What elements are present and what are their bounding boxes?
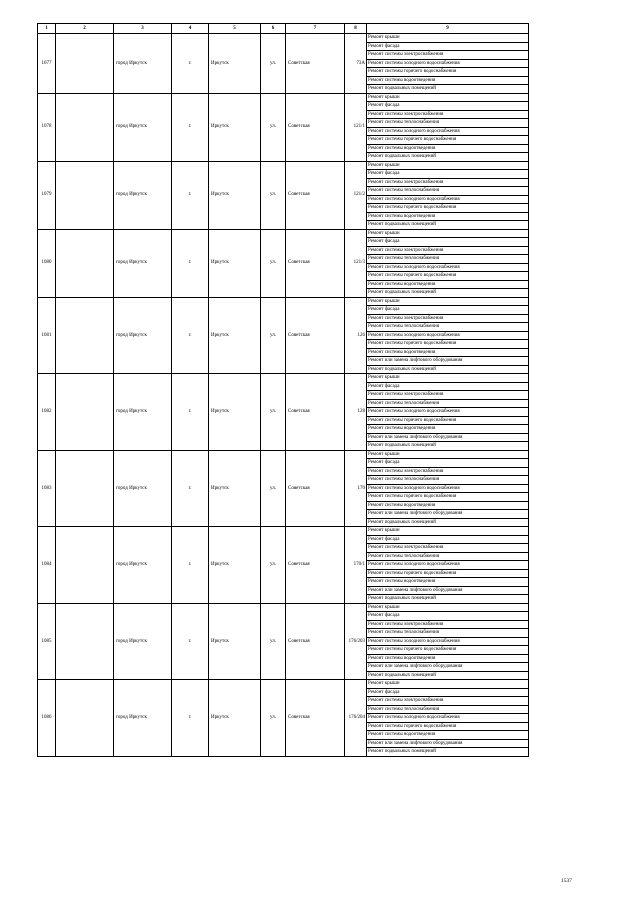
record-number-cell: 1083 — [38, 450, 56, 527]
work-type-cell: Ремонт системы холодного водоснабжения — [367, 59, 529, 68]
table-row — [38, 297, 529, 306]
street-type-cell: ул. — [261, 161, 286, 229]
work-type-cell: Ремонт системы холодного водоснабжения — [367, 195, 529, 204]
work-type-cell: Ремонт системы электроснабжения — [367, 620, 529, 629]
work-type-cell: Ремонт крыши — [367, 297, 529, 306]
work-type-cell: Ремонт подвальных помещений — [367, 153, 529, 162]
work-type-cell: Ремонт системы холодного водоснабжения — [367, 561, 529, 570]
col-header: 6 — [261, 24, 286, 34]
settlement-type-cell: г. — [172, 450, 209, 527]
work-type-cell: Ремонт подвальных помещений — [367, 518, 529, 527]
settlement-cell: Иркутск — [209, 450, 261, 527]
work-type-cell: Ремонт крыши — [367, 527, 529, 536]
street-type-cell: ул. — [261, 680, 286, 757]
work-type-cell: Ремонт системы горячего водоснабжения — [367, 68, 529, 77]
street-type-cell: ул. — [261, 450, 286, 527]
work-type-cell: Ремонт системы холодного водоснабжения — [367, 331, 529, 340]
work-type-cell: Ремонт или замена лифтового оборудования — [367, 357, 529, 366]
record-number-cell: 1079 — [38, 161, 56, 229]
street-cell: Советская — [286, 93, 345, 161]
record-number-cell: 1084 — [38, 527, 56, 604]
work-type-cell: Ремонт системы водоотведения — [367, 76, 529, 85]
work-type-cell: Ремонт системы горячего водоснабжения — [367, 340, 529, 349]
settlement-cell: Иркутск — [209, 34, 261, 94]
page-number: 1537 — [561, 878, 572, 884]
table-row — [38, 527, 529, 536]
house-number-cell: 121/3 — [345, 229, 367, 297]
work-type-cell: Ремонт фасада — [367, 459, 529, 468]
col-header: 1 — [38, 24, 56, 34]
empty-cell — [56, 229, 114, 297]
work-type-cell: Ремонт системы горячего водоснабжения — [367, 493, 529, 502]
street-cell: Советская — [286, 297, 345, 374]
work-type-cell: Ремонт фасада — [367, 535, 529, 544]
work-type-cell: Ремонт фасада — [367, 306, 529, 315]
work-type-cell: Ремонт или замена лифтового оборудования — [367, 586, 529, 595]
work-type-cell: Ремонт системы электроснабжения — [367, 467, 529, 476]
record-number-cell: 1078 — [38, 93, 56, 161]
work-type-cell: Ремонт подвальных помещений — [367, 595, 529, 604]
work-type-cell: Ремонт подвальных помещений — [367, 85, 529, 94]
settlement-cell: Иркутск — [209, 374, 261, 451]
street-cell: Советская — [286, 527, 345, 604]
settlement-cell: Иркутск — [209, 93, 261, 161]
col-header: 9 — [367, 24, 529, 34]
work-type-cell: Ремонт системы электроснабжения — [367, 544, 529, 553]
work-type-cell: Ремонт или замена лифтового оборудования — [367, 433, 529, 442]
house-number-cell: 170/1 — [345, 527, 367, 604]
work-type-cell: Ремонт системы холодного водоснабжения — [367, 714, 529, 723]
work-type-cell: Ремонт фасада — [367, 170, 529, 179]
settlement-cell: Иркутск — [209, 527, 261, 604]
work-type-cell: Ремонт системы водоотведения — [367, 654, 529, 663]
street-type-cell: ул. — [261, 374, 286, 451]
work-type-cell: Ремонт системы электроснабжения — [367, 110, 529, 119]
repair-register-table — [37, 23, 529, 757]
work-type-cell: Ремонт подвальных помещений — [367, 442, 529, 451]
settlement-cell: Иркутск — [209, 229, 261, 297]
work-type-cell: Ремонт крыши — [367, 603, 529, 612]
municipality-cell: город Иркутск — [114, 34, 172, 94]
work-type-cell: Ремонт системы теплоснабжения — [367, 705, 529, 714]
work-type-cell: Ремонт системы теплоснабжения — [367, 629, 529, 638]
work-type-cell: Ремонт системы водоотведения — [367, 348, 529, 357]
work-type-cell: Ремонт системы водоотведения — [367, 212, 529, 221]
work-type-cell: Ремонт системы холодного водоснабжения — [367, 408, 529, 417]
table-row — [38, 229, 529, 238]
table-row — [38, 450, 529, 459]
work-type-cell: Ремонт крыши — [367, 229, 529, 238]
work-type-cell: Ремонт системы теплоснабжения — [367, 323, 529, 332]
work-type-cell: Ремонт системы электроснабжения — [367, 246, 529, 255]
street-type-cell: ул. — [261, 527, 286, 604]
work-type-cell: Ремонт системы электроснабжения — [367, 314, 529, 323]
street-cell: Советская — [286, 161, 345, 229]
work-type-cell: Ремонт системы холодного водоснабжения — [367, 127, 529, 136]
work-type-cell: Ремонт системы теплоснабжения — [367, 119, 529, 128]
street-cell: Советская — [286, 603, 345, 680]
work-type-cell: Ремонт фасада — [367, 382, 529, 391]
work-type-cell: Ремонт системы горячего водоснабжения — [367, 722, 529, 731]
municipality-cell: город Иркутск — [114, 680, 172, 757]
street-type-cell: ул. — [261, 297, 286, 374]
record-number-cell: 1085 — [38, 603, 56, 680]
settlement-cell: Иркутск — [209, 297, 261, 374]
settlement-type-cell: г. — [172, 93, 209, 161]
work-type-cell: Ремонт системы горячего водоснабжения — [367, 646, 529, 655]
work-type-cell: Ремонт крыши — [367, 680, 529, 689]
work-type-cell: Ремонт системы теплоснабжения — [367, 187, 529, 196]
municipality-cell: город Иркутск — [114, 161, 172, 229]
municipality-cell: город Иркутск — [114, 229, 172, 297]
settlement-type-cell: г. — [172, 229, 209, 297]
col-header: 2 — [56, 24, 114, 34]
work-type-cell: Ремонт крыши — [367, 450, 529, 459]
col-header: 3 — [114, 24, 172, 34]
work-type-cell: Ремонт системы водоотведения — [367, 501, 529, 510]
work-type-cell: Ремонт подвальных помещений — [367, 289, 529, 298]
record-number-cell: 1082 — [38, 374, 56, 451]
work-type-cell: Ремонт системы холодного водоснабжения — [367, 484, 529, 493]
street-type-cell: ул. — [261, 93, 286, 161]
work-type-cell: Ремонт фасада — [367, 612, 529, 621]
table-row — [38, 603, 529, 612]
empty-cell — [56, 603, 114, 680]
work-type-cell: Ремонт крыши — [367, 34, 529, 43]
register-body — [38, 34, 529, 757]
work-type-cell: Ремонт фасада — [367, 42, 529, 51]
settlement-type-cell: г. — [172, 34, 209, 94]
column-number-row — [38, 24, 529, 34]
table-row — [38, 93, 529, 102]
settlement-cell: Иркутск — [209, 680, 261, 757]
municipality-cell: город Иркутск — [114, 603, 172, 680]
empty-cell — [56, 161, 114, 229]
work-type-cell: Ремонт крыши — [367, 93, 529, 102]
work-type-cell: Ремонт или замена лифтового оборудования — [367, 739, 529, 748]
municipality-cell: город Иркутск — [114, 527, 172, 604]
work-type-cell: Ремонт системы горячего водоснабжения — [367, 136, 529, 145]
settlement-type-cell: г. — [172, 374, 209, 451]
work-type-cell: Ремонт или замена лифтового оборудования — [367, 663, 529, 672]
work-type-cell: Ремонт фасада — [367, 238, 529, 247]
work-type-cell: Ремонт системы горячего водоснабжения — [367, 272, 529, 281]
work-type-cell: Ремонт подвальных помещений — [367, 748, 529, 757]
street-cell: Советская — [286, 229, 345, 297]
table-row — [38, 34, 529, 43]
record-number-cell: 1081 — [38, 297, 56, 374]
work-type-cell: Ремонт подвальных помещений — [367, 365, 529, 374]
house-number-cell: 170 — [345, 450, 367, 527]
settlement-type-cell: г. — [172, 603, 209, 680]
table-row — [38, 161, 529, 170]
work-type-cell: Ремонт системы электроснабжения — [367, 391, 529, 400]
col-header: 8 — [345, 24, 367, 34]
col-header: 4 — [172, 24, 209, 34]
empty-cell — [56, 527, 114, 604]
house-number-cell: 121/2 — [345, 161, 367, 229]
work-type-cell: Ремонт системы электроснабжения — [367, 178, 529, 187]
house-number-cell: 73А — [345, 34, 367, 94]
settlement-type-cell: г. — [172, 161, 209, 229]
empty-cell — [56, 680, 114, 757]
work-type-cell: Ремонт системы холодного водоснабжения — [367, 263, 529, 272]
work-type-cell: Ремонт крыши — [367, 161, 529, 170]
street-cell: Советская — [286, 374, 345, 451]
work-type-cell: Ремонт фасада — [367, 102, 529, 111]
record-number-cell: 1080 — [38, 229, 56, 297]
street-type-cell: ул. — [261, 229, 286, 297]
empty-cell — [56, 93, 114, 161]
work-type-cell: Ремонт системы водоотведения — [367, 425, 529, 434]
settlement-type-cell: г. — [172, 680, 209, 757]
work-type-cell: Ремонт системы горячего водоснабжения — [367, 416, 529, 425]
work-type-cell: Ремонт подвальных помещений — [367, 221, 529, 230]
house-number-cell: 176/203 — [345, 603, 367, 680]
work-type-cell: Ремонт системы электроснабжения — [367, 51, 529, 60]
col-header: 7 — [286, 24, 345, 34]
street-type-cell: ул. — [261, 34, 286, 94]
work-type-cell: Ремонт фасада — [367, 688, 529, 697]
col-header: 5 — [209, 24, 261, 34]
work-type-cell: Ремонт системы теплоснабжения — [367, 399, 529, 408]
empty-cell — [56, 374, 114, 451]
register-sheet — [37, 23, 528, 757]
street-cell: Советская — [286, 450, 345, 527]
house-number-cell: 176/204 — [345, 680, 367, 757]
municipality-cell: город Иркутск — [114, 450, 172, 527]
street-cell: Советская — [286, 34, 345, 94]
municipality-cell: город Иркутск — [114, 374, 172, 451]
work-type-cell: Ремонт системы электроснабжения — [367, 697, 529, 706]
work-type-cell: Ремонт системы водоотведения — [367, 731, 529, 740]
record-number-cell: 1077 — [38, 34, 56, 94]
work-type-cell: Ремонт системы теплоснабжения — [367, 552, 529, 561]
empty-cell — [56, 34, 114, 94]
street-type-cell: ул. — [261, 603, 286, 680]
settlement-cell: Иркутск — [209, 603, 261, 680]
table-row — [38, 374, 529, 383]
house-number-cell: 128 — [345, 374, 367, 451]
house-number-cell: 121/1 — [345, 93, 367, 161]
municipality-cell: город Иркутск — [114, 93, 172, 161]
empty-cell — [56, 450, 114, 527]
work-type-cell: Ремонт системы теплоснабжения — [367, 476, 529, 485]
empty-cell — [56, 297, 114, 374]
settlement-type-cell: г. — [172, 297, 209, 374]
municipality-cell: город Иркутск — [114, 297, 172, 374]
work-type-cell: Ремонт системы теплоснабжения — [367, 255, 529, 264]
work-type-cell: Ремонт системы горячего водоснабжения — [367, 569, 529, 578]
work-type-cell: Ремонт системы водоотведения — [367, 280, 529, 289]
settlement-cell: Иркутск — [209, 161, 261, 229]
street-cell: Советская — [286, 680, 345, 757]
record-number-cell: 1086 — [38, 680, 56, 757]
work-type-cell: Ремонт системы водоотведения — [367, 578, 529, 587]
work-type-cell: Ремонт крыши — [367, 374, 529, 383]
work-type-cell: Ремонт подвальных помещений — [367, 671, 529, 680]
work-type-cell: Ремонт или замена лифтового оборудования — [367, 510, 529, 519]
table-row — [38, 680, 529, 689]
work-type-cell: Ремонт системы горячего водоснабжения — [367, 204, 529, 213]
work-type-cell: Ремонт системы холодного водоснабжения — [367, 637, 529, 646]
house-number-cell: 126 — [345, 297, 367, 374]
settlement-type-cell: г. — [172, 527, 209, 604]
work-type-cell: Ремонт системы водоотведения — [367, 144, 529, 153]
